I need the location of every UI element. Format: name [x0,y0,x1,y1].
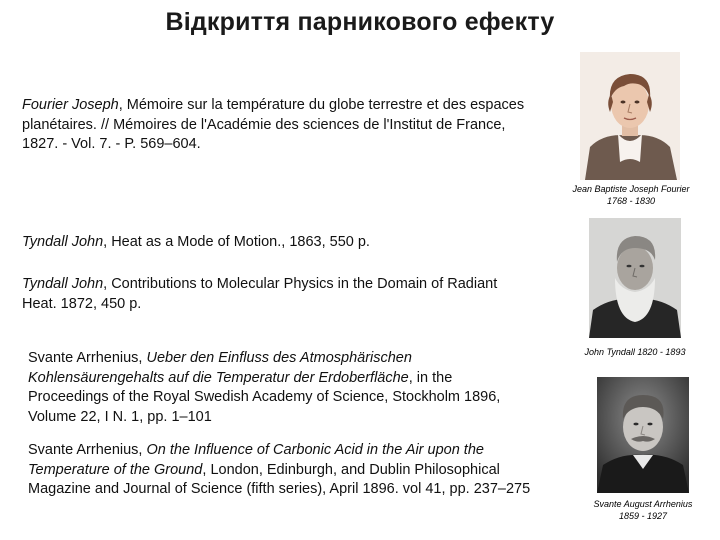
reference-title: On the Influence of Carbonic Acid in the Air upon the Temperature of the Ground [28,442,484,478]
reference-fourier [22,96,542,155]
caption-name: Jean Baptiste Joseph Fourier [572,184,690,194]
reference-author: Fourier Joseph [22,97,119,113]
caption-years: 1768 - 1830 [606,196,656,206]
tyndall-portrait-image [589,218,681,338]
portrait-caption-tyndall [560,346,710,358]
page-title: Відкриття парникового ефекту [165,8,555,36]
caption-name: Svante August Arrhenius [593,499,693,509]
reference-text: , in the Proceedings of the Royal Swedish Academy of Science, Stockholm 1896, Volume 22, I N. 1, pp. 1–101 [28,369,501,425]
reference-tyndall-1872 [22,275,512,314]
reference-author: Svante Arrhenius, [28,442,147,458]
portrait-arrhenius [597,377,689,493]
reference-arrhenius-influence [28,441,543,500]
reference-text: , Mémoire sur la température du globe terrestre et des espaces planétaires. // Mémoires de l'Académie des sciences de l'Institut de France, 1827. - Vol. 7. - P. 569–604. [22,97,525,152]
caption-name: John Tyndall 1820 - 1893 [584,347,686,357]
portrait-tyndall [589,218,681,338]
reference-text: , Contributions to Molecular Physics in the Domain of Radiant Heat. 1872, 450 p. [22,276,498,312]
reference-title: Ueber den Einfluss des Atmosphärischen Kohlensäurengehalts auf die Temperatur der Erdoberfläche [28,350,412,386]
fourier-portrait-image [580,52,680,180]
reference-author: Tyndall John [22,276,104,292]
reference-author: Tyndall John [22,234,104,250]
arrhenius-portrait-image [597,377,689,493]
caption-years: 1859 - 1927 [618,511,668,521]
portrait-caption-arrhenius [568,498,718,522]
portrait-fourier [580,52,680,180]
reference-arrhenius-ueber [28,349,533,427]
reference-tyndall-1863 [22,233,562,253]
portrait-caption-fourier [556,183,706,207]
reference-text: , Heat as a Mode of Motion., 1863, 550 p. [103,234,370,250]
reference-author: Svante Arrhenius, [28,350,147,366]
reference-text: , London, Edinburgh, and Dublin Philosophical Magazine and Journal of Science (fifth series), April 1896. vol 41, pp. 237–275 [28,461,531,497]
